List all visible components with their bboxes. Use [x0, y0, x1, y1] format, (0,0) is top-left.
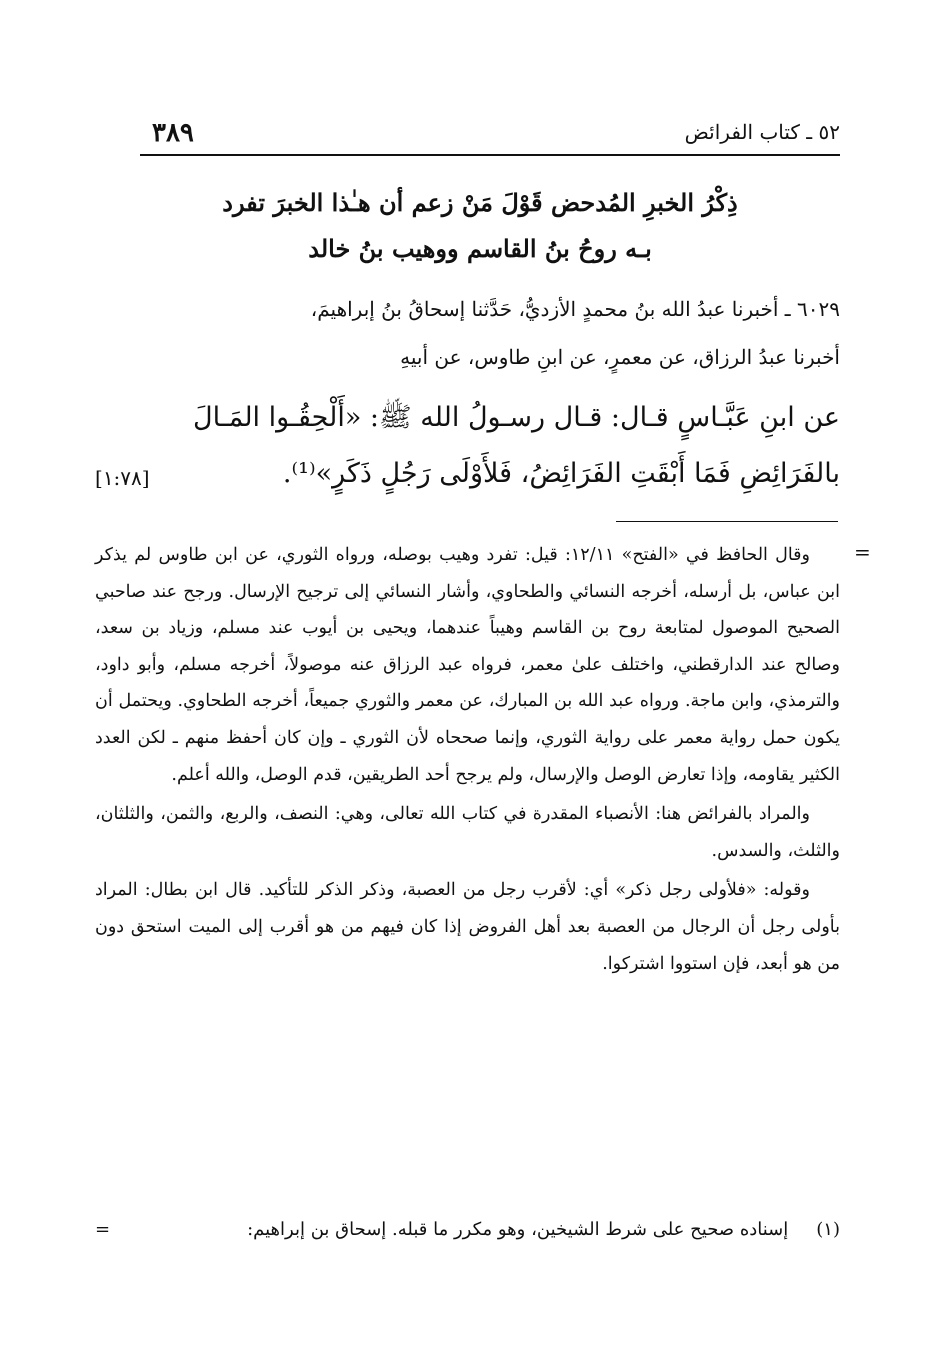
isnad-line-2: أخبرنا عبدُ الرزاق، عن معمرٍ، عن ابنِ طاوس، عن أبيهِ [400, 345, 840, 369]
matn-line-2-wrap [95, 446, 840, 502]
page-header [140, 118, 840, 156]
hadith-reference: [١:٧٨] [95, 466, 150, 490]
matn-line-1: عن ابنِ عَبَّـاسٍ قـال: قـال رسـولُ الله ﷺ: «أَلْحِقُـوا المَـالَ [192, 402, 840, 433]
commentary-paragraph: وقال الحافظ في «الفتح» ١٢/١١: قيل: تفرد وهيب بوصله، ورواه الثوري، عن ابن طاوس لم يذكر ابن عباس، بل أرسله، أخرجه النسائي والطحاوي، وأشار النسائي إلى ترجيح الإرسال. ورجح عند صاحبي الصحيح الموصول لمتابعة روح بن القاسم وهيباً عندهما، ويحيى بن أيوب عند مسلم، وزياد بن سعد، وصالح عند الدارقطني، واختلف علىٰ معمر، فرواه عبد الرزاق عنه موصولاً، أخرجه مسلم، وأبو داود، والترمذي، وابن ماجة. ورواه عبد الله بن المبارك، عن معمر والثوري جميعاً، أخرجه الطحاوي. ويحتمل أن يكون حمل رواية معمر على رواية الثوري، وإنما صححاه لأن الثوري ـ وإن كان أحفظ منهم ـ لكن العدد الكثير يقاومه، وإذا تعارض الوصل والإرسال، ولم يرجح أحد الطريقين، قدم الوصل، والله أعلم. [95, 545, 840, 785]
continuation-mark: = [854, 540, 871, 564]
footnote-text: إسناده صحيح على شرط الشيخين، وهو مكرر ما قبله. إسحاق بن إبراهيم: [247, 1219, 789, 1240]
commentary-paragraph: والمراد بالفرائض هنا: الأنصباء المقدرة في كتاب الله تعالى، وهي: النصف، والربع، والثمن، والثلثان، والثلث، والسدس. [95, 804, 840, 861]
commentary [95, 537, 840, 985]
chapter-title-line-2: بـه روحُ بنُ القاسم ووهيب بنُ خالد [308, 234, 652, 263]
footnote-separator [616, 521, 838, 522]
chapter-title [200, 180, 760, 272]
running-title: ٥٢ ـ كتاب الفرائض [684, 120, 840, 144]
footnote-continuation-mark: = [95, 1219, 111, 1240]
footnote-number: (١) [816, 1219, 840, 1240]
hadith-matn [95, 390, 840, 506]
matn-line-2: بالفَرَائِضِ فَمَا أَبْقَتِ الفَرَائِضُ، فَلأَوْلَى رَجُلٍ ذَكَرٍ»⁽¹⁾. [282, 458, 840, 489]
chapter-title-line-1: ذِكْرُ الخبرِ المُدحض قَوْلَ مَنْ زعم أن هـٰذا الخبرَ تفرد [222, 188, 738, 217]
footnote [95, 1212, 840, 1248]
page-number: ٣٨٩ [152, 118, 194, 148]
hadith-isnad [95, 285, 840, 381]
commentary-paragraph: وقوله: «فلأولى رجل ذكر» أي: لأقرب رجل من العصبة، وذكر الذكر للتأكيد. قال ابن بطال: المراد بأولى رجل أن الرجال من العصبة بعد أهل الفروض إذا كان فيهم من هو أقرب إلى الميت استحق دون من هو أبعد، فإن استووا اشتركوا. [95, 880, 840, 974]
isnad-line-1: ٦٠٢٩ ـ أخبرنا عبدُ الله بنُ محمدٍ الأزديُّ، حَدَّثنا إسحاقُ بنُ إبراهيمَ، [310, 297, 840, 321]
